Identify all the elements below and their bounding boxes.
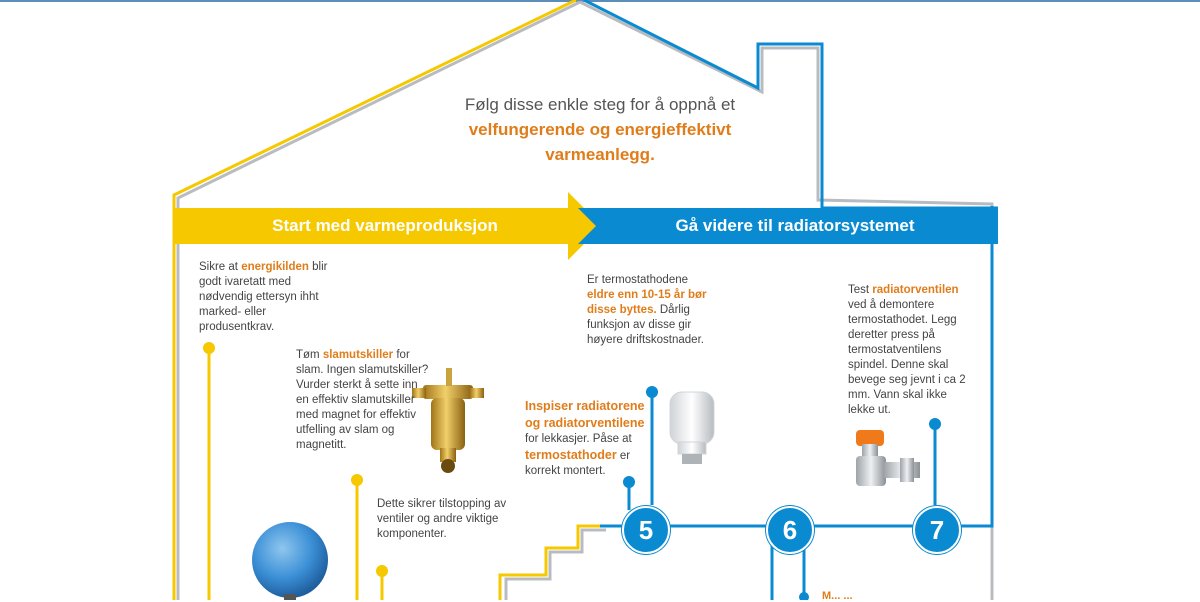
thermostat-head-image [670, 392, 714, 464]
yellow-dot-1 [203, 342, 215, 354]
step-badge-6: 6 [766, 506, 814, 554]
note-text: for lekkasjer. Påse at [525, 433, 632, 445]
blue-dot-5 [646, 386, 658, 398]
note-partial-cutoff: M... ... [822, 590, 853, 602]
intro-line: Følg disse enkle steg for å oppnå et [464, 95, 736, 114]
note-thermostat-age [587, 273, 727, 348]
intro-heading [420, 92, 780, 167]
note-text: blir godt ivaretatt med nødvendig ettersyn ihht marked- eller produsentkrav. [199, 261, 328, 333]
note-highlight: eldre enn 10-15 år bør disse byttes. [587, 289, 707, 316]
step-badge-5: 5 [622, 506, 670, 554]
note-text: Tøm [296, 349, 323, 361]
note-highlight: radiatorventilen [872, 284, 959, 296]
expansion-tank-image [252, 522, 328, 600]
note-clogging: Dette sikrer tilstopping av ventiler og andre viktige komponenter. [377, 498, 507, 540]
intro-highlight: velfungerende og energieffektivt varmeanlegg. [468, 120, 732, 164]
note-text: Sikre at [199, 261, 242, 273]
note-radiator-valve [848, 283, 968, 418]
note-text: Dårlig funksjon av disse gir høyere driftskostnader. [587, 304, 704, 346]
stairs-grey [506, 530, 606, 600]
yellow-dot-2 [351, 474, 363, 486]
note-energy-source [199, 260, 329, 335]
banner-left-label: Start med varmeproduksjon [272, 216, 498, 235]
note-inspect-radiators [525, 398, 647, 479]
note-highlight: Inspiser radiatorene og radiatorventilene [525, 399, 645, 430]
note-highlight: termostathoder [525, 448, 617, 462]
note-text: er korrekt montert. [525, 450, 631, 477]
blue-dot-7 [929, 418, 941, 430]
radiator-valve-image [856, 430, 920, 486]
yellow-dot-3 [376, 565, 388, 577]
note-sludge-separator [296, 348, 432, 453]
note-highlight: energikilden [241, 261, 309, 273]
note-text: ved å demontere termostathodet. Legg deretter press på termostatventilens spindel. Denne skal bevege seg jevnt i ca 2 mm. Vann skal ikke lekke ut. [848, 299, 966, 416]
step-badge-7: 7 [913, 506, 961, 554]
note-text: for slam. Ingen slamutskiller? Vurder sterkt å sette inn en effektiv slamutskiller med magnet for effektiv utfelling av slam og magnetitt. [296, 349, 429, 451]
note-text: Er termostathodene [587, 274, 689, 286]
banner-right-label: Gå videre til radiatorsystemet [675, 216, 915, 235]
note-text: Test [848, 284, 873, 296]
blue-dot-6 [799, 592, 809, 600]
note-highlight: slamutskiller [322, 349, 394, 361]
